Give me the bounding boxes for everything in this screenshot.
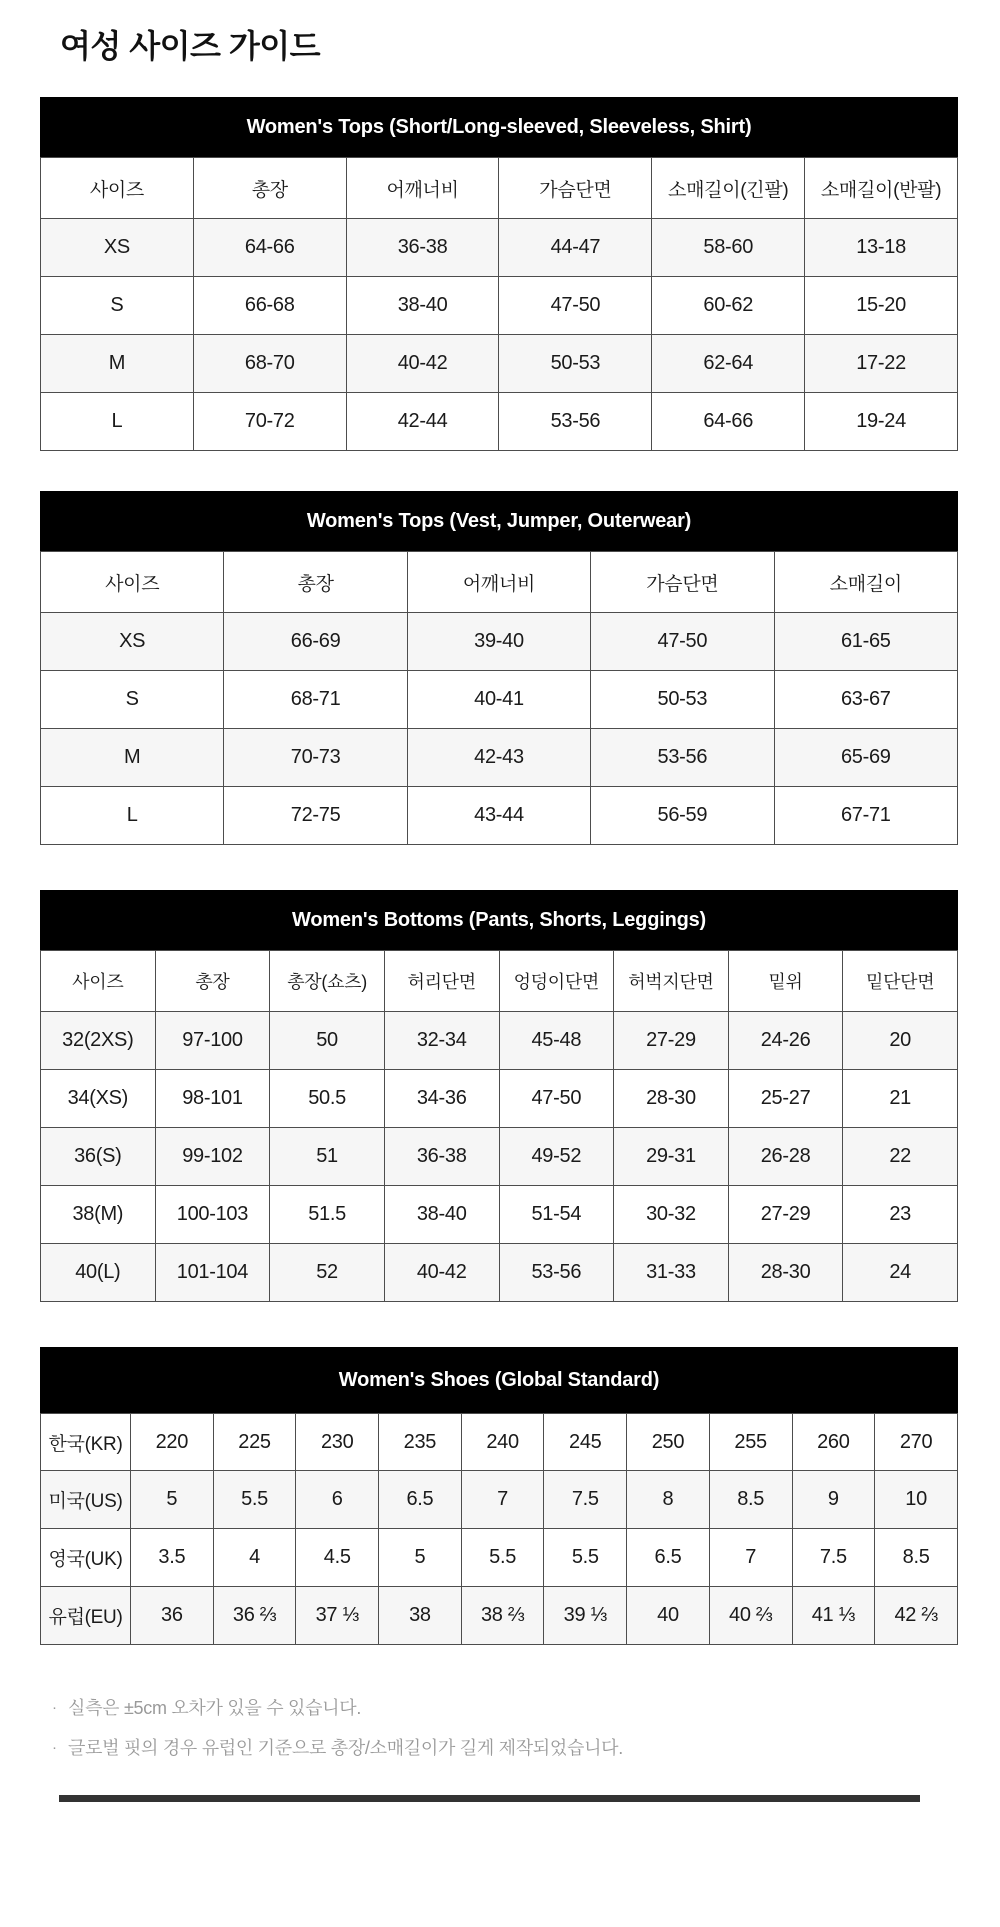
value-cell: 5 [379, 1529, 462, 1587]
row-label-cell: XS [41, 613, 224, 671]
table-title-bar: Women's Bottoms (Pants, Shorts, Leggings) [40, 890, 958, 950]
value-cell: 50.5 [270, 1070, 385, 1128]
column-header-cell: 가슴단면 [591, 552, 774, 613]
row-label-cell: 영국(UK) [41, 1529, 131, 1587]
value-cell: 53-56 [499, 1244, 614, 1302]
bottoms-table-section [40, 890, 958, 1302]
value-cell: 4.5 [296, 1529, 379, 1587]
value-cell: 42-43 [407, 729, 590, 787]
value-cell: 67-71 [774, 787, 957, 845]
size-table-bottoms [40, 950, 958, 1302]
bullet-icon: · [52, 1698, 57, 1716]
value-cell: 13-18 [805, 219, 958, 277]
table-row [41, 787, 958, 845]
size-table-tops-2 [40, 551, 958, 845]
table-row [41, 219, 958, 277]
column-header-cell: 엉덩이단면 [499, 951, 614, 1012]
row-label-header-cell: 한국(KR) [41, 1414, 131, 1471]
value-cell: 36 [131, 1587, 214, 1645]
tops-short-long-sleeve-table-section [40, 97, 958, 451]
value-cell: 20 [843, 1012, 958, 1070]
value-cell: 45-48 [499, 1012, 614, 1070]
column-header-cell: 밑위 [728, 951, 843, 1012]
column-header-cell: 가슴단면 [499, 158, 652, 219]
value-cell: 37 ⅓ [296, 1587, 379, 1645]
column-header-cell: 220 [131, 1414, 214, 1471]
value-cell: 7 [709, 1529, 792, 1587]
value-cell: 28-30 [728, 1244, 843, 1302]
value-cell: 7.5 [544, 1471, 627, 1529]
value-cell: 53-56 [499, 393, 652, 451]
table-row [41, 393, 958, 451]
shoes-table-section [40, 1347, 958, 1645]
value-cell: 50 [270, 1012, 385, 1070]
value-cell: 44-47 [499, 219, 652, 277]
row-label-cell: M [41, 335, 194, 393]
value-cell: 39-40 [407, 613, 590, 671]
value-cell: 8.5 [875, 1529, 958, 1587]
table-row [41, 729, 958, 787]
value-cell: 61-65 [774, 613, 957, 671]
row-label-cell: 36(S) [41, 1128, 156, 1186]
value-cell: 8.5 [709, 1471, 792, 1529]
value-cell: 24-26 [728, 1012, 843, 1070]
value-cell: 70-73 [224, 729, 407, 787]
footnotes [52, 1687, 1000, 1767]
row-label-cell: 40(L) [41, 1244, 156, 1302]
row-label-cell: 34(XS) [41, 1070, 156, 1128]
value-cell: 38 ⅔ [461, 1587, 544, 1645]
table-row [41, 1012, 958, 1070]
footnote-text: 글로벌 핏의 경우 유럽인 기준으로 총장/소매길이가 길게 제작되었습니다. [68, 1738, 623, 1758]
value-cell: 40 ⅔ [709, 1587, 792, 1645]
value-cell: 34-36 [384, 1070, 499, 1128]
value-cell: 64-66 [193, 219, 346, 277]
value-cell: 6.5 [379, 1471, 462, 1529]
bullet-icon: · [52, 1738, 57, 1756]
column-header-cell: 어깨너비 [346, 158, 499, 219]
value-cell: 31-33 [614, 1244, 729, 1302]
column-header-cell: 240 [461, 1414, 544, 1471]
size-table-tops-1 [40, 157, 958, 451]
value-cell: 15-20 [805, 277, 958, 335]
value-cell: 39 ⅓ [544, 1587, 627, 1645]
header-row [41, 1414, 958, 1471]
value-cell: 98-101 [155, 1070, 270, 1128]
value-cell: 97-100 [155, 1012, 270, 1070]
value-cell: 60-62 [652, 277, 805, 335]
value-cell: 17-22 [805, 335, 958, 393]
value-cell: 47-50 [591, 613, 774, 671]
value-cell: 6 [296, 1471, 379, 1529]
table-title-bar: Women's Tops (Vest, Jumper, Outerwear) [40, 491, 958, 551]
tops-vest-outerwear-table-section [40, 491, 958, 845]
value-cell: 6.5 [627, 1529, 710, 1587]
table-title-bar: Women's Shoes (Global Standard) [40, 1347, 958, 1413]
value-cell: 63-67 [774, 671, 957, 729]
value-cell: 72-75 [224, 787, 407, 845]
table-row [41, 1186, 958, 1244]
value-cell: 29-31 [614, 1128, 729, 1186]
value-cell: 38 [379, 1587, 462, 1645]
column-header-cell: 총장 [224, 552, 407, 613]
row-label-cell: 32(2XS) [41, 1012, 156, 1070]
column-header-cell: 230 [296, 1414, 379, 1471]
value-cell: 24 [843, 1244, 958, 1302]
column-header-cell: 총장 [193, 158, 346, 219]
size-table-shoes [40, 1413, 958, 1645]
value-cell: 50-53 [591, 671, 774, 729]
footnote-item [52, 1727, 1000, 1767]
value-cell: 56-59 [591, 787, 774, 845]
value-cell: 51 [270, 1128, 385, 1186]
value-cell: 5.5 [213, 1471, 296, 1529]
value-cell: 8 [627, 1471, 710, 1529]
value-cell: 7 [461, 1471, 544, 1529]
value-cell: 30-32 [614, 1186, 729, 1244]
value-cell: 43-44 [407, 787, 590, 845]
column-header-cell: 225 [213, 1414, 296, 1471]
value-cell: 68-70 [193, 335, 346, 393]
table-row [41, 277, 958, 335]
value-cell: 51-54 [499, 1186, 614, 1244]
value-cell: 41 ⅓ [792, 1587, 875, 1645]
value-cell: 7.5 [792, 1529, 875, 1587]
value-cell: 32-34 [384, 1012, 499, 1070]
value-cell: 9 [792, 1471, 875, 1529]
value-cell: 42 ⅔ [875, 1587, 958, 1645]
value-cell: 66-68 [193, 277, 346, 335]
row-label-cell: L [41, 393, 194, 451]
value-cell: 5 [131, 1471, 214, 1529]
value-cell: 26-28 [728, 1128, 843, 1186]
value-cell: 38-40 [346, 277, 499, 335]
value-cell: 99-102 [155, 1128, 270, 1186]
value-cell: 62-64 [652, 335, 805, 393]
value-cell: 49-52 [499, 1128, 614, 1186]
value-cell: 53-56 [591, 729, 774, 787]
value-cell: 10 [875, 1471, 958, 1529]
footnote-item [52, 1687, 1000, 1727]
value-cell: 68-71 [224, 671, 407, 729]
value-cell: 28-30 [614, 1070, 729, 1128]
row-label-cell: 38(M) [41, 1186, 156, 1244]
value-cell: 47-50 [499, 1070, 614, 1128]
value-cell: 5.5 [544, 1529, 627, 1587]
value-cell: 4 [213, 1529, 296, 1587]
column-header-cell: 허벅지단면 [614, 951, 729, 1012]
column-header-cell: 소매길이 [774, 552, 957, 613]
value-cell: 40 [627, 1587, 710, 1645]
value-cell: 101-104 [155, 1244, 270, 1302]
value-cell: 38-40 [384, 1186, 499, 1244]
table-row [41, 613, 958, 671]
header-row [41, 951, 958, 1012]
row-label-cell: S [41, 277, 194, 335]
value-cell: 66-69 [224, 613, 407, 671]
table-row [41, 1471, 958, 1529]
row-label-cell: XS [41, 219, 194, 277]
table-row [41, 1244, 958, 1302]
row-label-cell: 미국(US) [41, 1471, 131, 1529]
table-row [41, 1070, 958, 1128]
value-cell: 27-29 [614, 1012, 729, 1070]
row-label-header-cell: 사이즈 [41, 552, 224, 613]
value-cell: 22 [843, 1128, 958, 1186]
header-row [41, 552, 958, 613]
value-cell: 42-44 [346, 393, 499, 451]
column-header-cell: 총장(쇼츠) [270, 951, 385, 1012]
column-header-cell: 245 [544, 1414, 627, 1471]
column-header-cell: 235 [379, 1414, 462, 1471]
value-cell: 70-72 [193, 393, 346, 451]
row-label-cell: M [41, 729, 224, 787]
table-row [41, 1529, 958, 1587]
value-cell: 36 ⅔ [213, 1587, 296, 1645]
value-cell: 5.5 [461, 1529, 544, 1587]
column-header-cell: 270 [875, 1414, 958, 1471]
column-header-cell: 어깨너비 [407, 552, 590, 613]
value-cell: 40-42 [384, 1244, 499, 1302]
table-row [41, 1587, 958, 1645]
footnote-text: 실측은 ±5cm 오차가 있을 수 있습니다. [68, 1698, 362, 1718]
page-title: 여성 사이즈 가이드 [60, 28, 321, 64]
row-label-cell: S [41, 671, 224, 729]
value-cell: 36-38 [346, 219, 499, 277]
value-cell: 50-53 [499, 335, 652, 393]
header-row [41, 158, 958, 219]
row-label-cell: 유럽(EU) [41, 1587, 131, 1645]
value-cell: 51.5 [270, 1186, 385, 1244]
value-cell: 3.5 [131, 1529, 214, 1587]
value-cell: 65-69 [774, 729, 957, 787]
value-cell: 40-41 [407, 671, 590, 729]
column-header-cell: 250 [627, 1414, 710, 1471]
table-row [41, 335, 958, 393]
value-cell: 47-50 [499, 277, 652, 335]
value-cell: 64-66 [652, 393, 805, 451]
row-label-header-cell: 사이즈 [41, 158, 194, 219]
column-header-cell: 허리단면 [384, 951, 499, 1012]
table-row [41, 671, 958, 729]
column-header-cell: 소매길이(긴팔) [652, 158, 805, 219]
bottom-divider-bar [59, 1795, 920, 1802]
column-header-cell: 260 [792, 1414, 875, 1471]
value-cell: 25-27 [728, 1070, 843, 1128]
value-cell: 23 [843, 1186, 958, 1244]
value-cell: 27-29 [728, 1186, 843, 1244]
value-cell: 36-38 [384, 1128, 499, 1186]
table-title-bar: Women's Tops (Short/Long-sleeved, Sleeveless, Shirt) [40, 97, 958, 157]
column-header-cell: 소매길이(반팔) [805, 158, 958, 219]
value-cell: 21 [843, 1070, 958, 1128]
table-row [41, 1128, 958, 1186]
column-header-cell: 255 [709, 1414, 792, 1471]
value-cell: 52 [270, 1244, 385, 1302]
row-label-cell: L [41, 787, 224, 845]
value-cell: 100-103 [155, 1186, 270, 1244]
value-cell: 58-60 [652, 219, 805, 277]
row-label-header-cell: 사이즈 [41, 951, 156, 1012]
column-header-cell: 밑단단면 [843, 951, 958, 1012]
value-cell: 19-24 [805, 393, 958, 451]
column-header-cell: 총장 [155, 951, 270, 1012]
value-cell: 40-42 [346, 335, 499, 393]
